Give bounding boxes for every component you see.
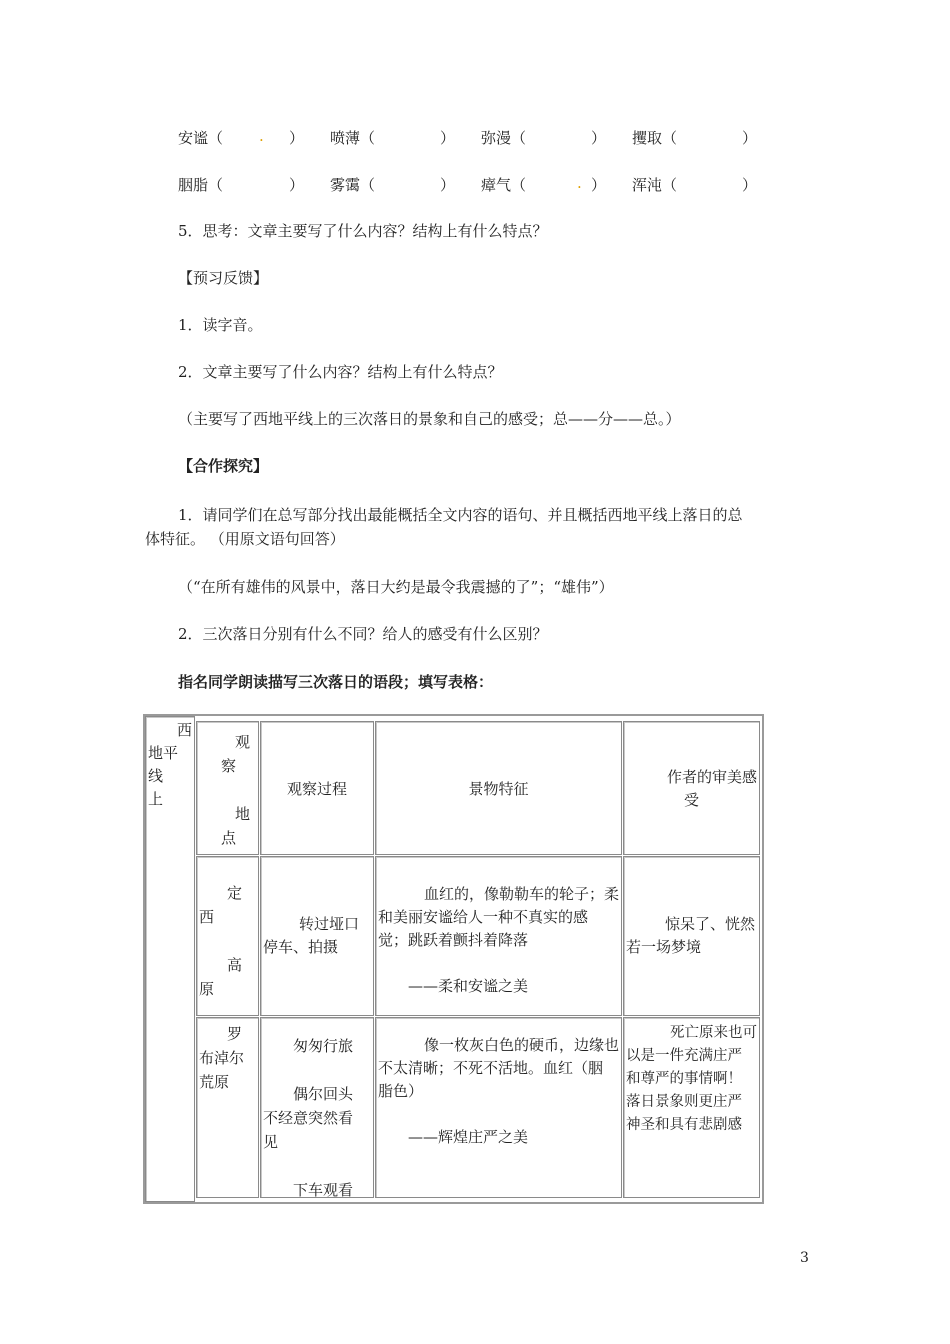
row1-process-cell — [260, 856, 374, 1016]
row2-process-line — [263, 1154, 371, 1178]
preview-item-1: 1．读字音。 — [178, 316, 263, 334]
row2-feeling-line: 落日景象则更庄严 — [626, 1094, 742, 1110]
header-process: 观察过程 — [286, 780, 347, 798]
row2-feeling-line: 和尊严的事情啊！ — [626, 1071, 742, 1087]
row1-features-cell — [375, 856, 622, 1016]
vocab-close: ） — [289, 129, 305, 147]
emphasis-dot-icon: . — [577, 174, 582, 192]
row2-feeling-line: 死亡原来也可 — [670, 1025, 757, 1041]
vocab-item: 喷薄（ — [330, 129, 376, 147]
row2-process-line: 下车观看 — [293, 1181, 354, 1199]
row1-features-line: 觉；跳跃着颤抖着降落 — [378, 931, 529, 949]
page-number: 3 — [800, 1250, 809, 1266]
row1-place-line: 定 — [226, 884, 242, 902]
coop-answer-1: （“在所有雄伟的风景中，落日大约是最令我震撼的了”；“雄伟”） — [178, 578, 614, 596]
row2-features-line: 脂色） — [378, 1082, 424, 1100]
vocab-close: ） — [742, 129, 758, 147]
coop-heading: 【合作探究】 — [178, 457, 269, 475]
coop-question-2: 2．三次落日分别有什么不同？给人的感受有什么区别？ — [178, 625, 548, 643]
vocab-item: 安谧（ — [178, 129, 224, 147]
row1-process-line: 停车、拍摄 — [263, 938, 339, 956]
vocab-item: 浑沌（ — [632, 176, 678, 194]
row1-process-line: 转过垭口 — [298, 915, 359, 933]
row1-features-line — [378, 952, 619, 975]
side-label-line: 上 — [148, 790, 164, 808]
row1-place-line — [199, 929, 256, 953]
header-place-line: 察 — [221, 757, 237, 775]
row2-features-line: 像一枚灰白色的硬币，边缘也 — [423, 1036, 619, 1054]
header-feeling-line: 作者的审美感 — [666, 768, 757, 786]
vocab-item: 攫取（ — [632, 129, 678, 147]
row2-place-line: 布淖尔 — [199, 1049, 245, 1067]
row2-place-cell — [196, 1017, 259, 1198]
header-feeling-cell — [623, 721, 760, 855]
row1-feeling-line: 若一场梦境 — [626, 938, 702, 956]
vocab-item: 雾霭（ — [330, 176, 376, 194]
coop-question-1-cont: 体特征。 （用原文语句回答） — [145, 530, 345, 548]
preview-answer: （主要写了西地平线上的三次落日的景象和自己的感受；总——分——总。） — [178, 410, 681, 428]
row2-place-line: 荒原 — [199, 1073, 230, 1091]
row1-feeling-line: 惊呆了、恍然 — [664, 915, 755, 933]
row2-features-line: ——辉煌庄严之美 — [408, 1128, 529, 1146]
coop-instruction: 指名同学朗读描写三次落日的语段；填写表格： — [178, 673, 494, 691]
row2-feeling-line: 以是一件充满庄严 — [626, 1048, 742, 1064]
row2-process-cell — [260, 1017, 374, 1198]
vocab-close: ） — [591, 129, 607, 147]
row1-place-line: 高 — [226, 956, 242, 974]
header-place-cell — [196, 721, 259, 855]
preview-heading: 【预习反馈】 — [178, 269, 269, 287]
row2-feeling-cell — [623, 1017, 760, 1198]
row2-process-line: 匆匆行旅 — [293, 1037, 354, 1055]
row2-features-cell — [375, 1017, 622, 1198]
emphasis-dot-icon: . — [259, 127, 264, 145]
header-features-cell — [375, 721, 622, 855]
row1-place-line: 原 — [199, 980, 215, 998]
header-features: 景物特征 — [468, 780, 529, 798]
vocab-close: ） — [289, 176, 305, 194]
row2-process-line: 见 — [263, 1133, 279, 1151]
header-place-line: 地 — [234, 805, 250, 823]
header-place-line: 观 — [234, 733, 250, 751]
vocab-item: 胭脂（ — [178, 176, 224, 194]
vocab-close: ） — [591, 176, 607, 194]
row2-process-line — [263, 1058, 371, 1082]
coop-question-1: 1．请同学们在总写部分找出最能概括全文内容的语句、并且概括西地平线上落日的总 — [178, 506, 743, 524]
header-feeling-line: 受 — [683, 791, 699, 809]
side-label-cell — [145, 716, 195, 1202]
vocab-item: 瘴气（ — [481, 176, 527, 194]
row2-features-line — [378, 1103, 619, 1126]
row2-place-line: 罗 — [226, 1025, 242, 1043]
side-label-line: 西 — [176, 721, 192, 739]
row2-features-line: 不太清晰；不死不活地。血红（胭 — [378, 1059, 604, 1077]
vocab-close: ） — [440, 129, 456, 147]
row1-features-line: 和美丽安谧给人一种不真实的感 — [378, 908, 589, 926]
row2-process-line: 偶尔回头 — [293, 1085, 354, 1103]
vocab-close: ） — [440, 176, 456, 194]
side-label-line: 地平线 — [148, 744, 179, 785]
row1-features-line: ——柔和安谧之美 — [408, 977, 529, 995]
vocab-close: ） — [742, 176, 758, 194]
question-5: 5．思考：文章主要写了什么内容？结构上有什么特点？ — [178, 222, 548, 240]
preview-item-2: 2．文章主要写了什么内容？结构上有什么特点？ — [178, 363, 503, 381]
header-process-cell — [260, 721, 374, 855]
row1-place-line: 西 — [199, 908, 215, 926]
row1-place-cell — [196, 856, 259, 1016]
header-place-line — [199, 778, 256, 802]
row1-features-line: 血红的，像勒勒车的轮子；柔 — [423, 885, 619, 903]
row2-process-line: 不经意突然看 — [263, 1109, 354, 1127]
row2-feeling-line: 神圣和具有悲剧感 — [626, 1117, 742, 1133]
row1-feeling-cell — [623, 856, 760, 1016]
header-place-line: 点 — [221, 829, 237, 847]
vocab-item: 弥漫（ — [481, 129, 527, 147]
